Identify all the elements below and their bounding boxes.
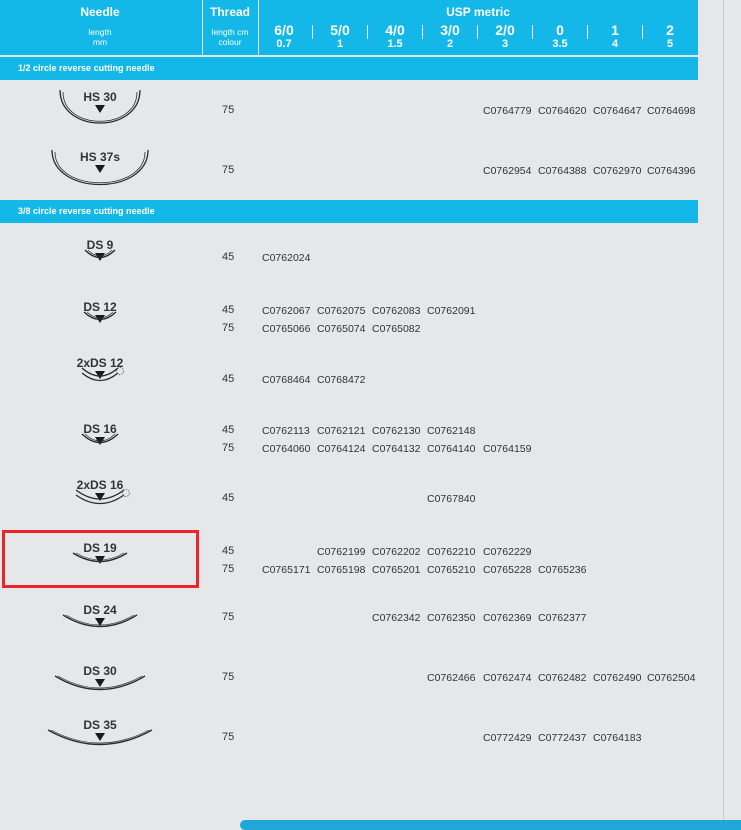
usp-column-header bbox=[367, 22, 423, 50]
header-thread bbox=[203, 0, 257, 55]
product-code: C0762466 bbox=[427, 672, 476, 684]
needle-name: 2xDS 16 bbox=[76, 478, 124, 492]
product-code: C0762083 bbox=[372, 305, 421, 317]
product-code: C0764698 bbox=[647, 105, 696, 117]
thread-length: 45 bbox=[222, 251, 235, 263]
table-header bbox=[0, 0, 698, 55]
thread-length: 45 bbox=[222, 424, 235, 436]
product-code: C0768464 bbox=[262, 374, 311, 386]
needle-icon bbox=[57, 613, 143, 641]
product-code: C0762490 bbox=[593, 672, 642, 684]
needle-name: DS 9 bbox=[86, 238, 114, 252]
metric-size: 0.7 bbox=[276, 38, 292, 50]
product-code: C0765198 bbox=[317, 564, 366, 576]
product-code: C0765236 bbox=[538, 564, 587, 576]
product-code: C0772437 bbox=[538, 732, 587, 744]
needle-icon bbox=[46, 148, 154, 198]
thread-length: 45 bbox=[222, 545, 235, 557]
metric-size: 1 bbox=[336, 38, 344, 50]
usp-divider bbox=[477, 25, 478, 39]
thread-length: 75 bbox=[222, 322, 235, 334]
header-thread-title: Thread bbox=[209, 5, 250, 19]
needle-icon bbox=[54, 88, 146, 136]
header-needle bbox=[0, 0, 200, 55]
product-code: C0762369 bbox=[483, 612, 532, 624]
product-code: C0764388 bbox=[538, 165, 587, 177]
thread-length: 45 bbox=[222, 373, 235, 385]
thread-length: 45 bbox=[222, 304, 235, 316]
usp-divider bbox=[532, 25, 533, 39]
product-code: C0764060 bbox=[262, 443, 311, 455]
needle-icon bbox=[42, 728, 158, 762]
metric-size: 2 bbox=[446, 38, 454, 50]
usp-divider bbox=[587, 25, 588, 39]
product-code: C0765210 bbox=[427, 564, 476, 576]
product-code: C0762075 bbox=[317, 305, 366, 317]
usp-column-header bbox=[256, 22, 312, 50]
product-code: C0762210 bbox=[427, 546, 476, 558]
usp-column-header bbox=[587, 22, 643, 50]
usp-column-header bbox=[312, 22, 368, 50]
needle-name: DS 35 bbox=[83, 718, 117, 732]
usp-divider bbox=[367, 25, 368, 39]
highlight-box bbox=[2, 530, 199, 588]
header-needle-sub-line-2: mm bbox=[92, 37, 108, 47]
product-code: C0764396 bbox=[647, 165, 696, 177]
product-code: C0762091 bbox=[427, 305, 476, 317]
product-code: C0764132 bbox=[372, 443, 421, 455]
product-code: C0764779 bbox=[483, 105, 532, 117]
thread-length: 75 bbox=[222, 563, 235, 575]
product-code: C0762121 bbox=[317, 425, 366, 437]
thread-length: 75 bbox=[222, 611, 235, 623]
needle-icon bbox=[78, 310, 122, 330]
usp-size: 1 bbox=[611, 22, 619, 38]
product-code: C0762377 bbox=[538, 612, 587, 624]
product-code: C0762954 bbox=[483, 165, 532, 177]
product-code: C0764124 bbox=[317, 443, 366, 455]
usp-size: 4/0 bbox=[385, 22, 405, 38]
product-code: C0762113 bbox=[262, 425, 310, 437]
usp-column-header bbox=[477, 22, 533, 50]
product-code: C0765082 bbox=[372, 323, 421, 335]
usp-size: 5/0 bbox=[330, 22, 350, 38]
usp-size: 2 bbox=[666, 22, 674, 38]
product-code: C0764140 bbox=[427, 443, 476, 455]
usp-size: 6/0 bbox=[274, 22, 294, 38]
section-header bbox=[0, 200, 698, 223]
usp-size: 2/0 bbox=[495, 22, 515, 38]
needle-name: DS 12 bbox=[83, 300, 117, 314]
page-edge-line bbox=[723, 0, 724, 830]
needle-name: HS 37s bbox=[79, 150, 121, 164]
usp-column-header bbox=[532, 22, 588, 50]
needle-icon bbox=[79, 248, 121, 268]
needle-name: HS 30 bbox=[83, 90, 117, 104]
product-code: C0762482 bbox=[538, 672, 587, 684]
thread-length: 75 bbox=[222, 104, 235, 116]
metric-size: 3.5 bbox=[552, 38, 568, 50]
product-code: C0762130 bbox=[372, 425, 421, 437]
product-code: C0762342 bbox=[372, 612, 421, 624]
header-needle-title: Needle bbox=[80, 5, 120, 19]
section-title: 3/8 circle reverse cutting needle bbox=[18, 206, 155, 216]
needle-name: DS 16 bbox=[83, 422, 117, 436]
needle-name: DS 19 bbox=[83, 541, 117, 555]
product-code: C0762229 bbox=[483, 546, 532, 558]
usp-column-header bbox=[422, 22, 478, 50]
metric-size: 5 bbox=[666, 38, 674, 50]
needle-icon bbox=[70, 488, 130, 512]
product-code: C0762970 bbox=[593, 165, 642, 177]
header-needle-sub-line-1: length bbox=[88, 27, 112, 37]
product-code: C0762024 bbox=[262, 252, 311, 264]
metric-size: 3 bbox=[501, 38, 509, 50]
usp-divider bbox=[312, 25, 313, 39]
header-needle-sub bbox=[0, 27, 200, 47]
product-code: C0765228 bbox=[483, 564, 532, 576]
needle-icon bbox=[49, 674, 151, 706]
needle-name: DS 24 bbox=[83, 603, 117, 617]
product-code: C0764159 bbox=[483, 443, 532, 455]
thread-length: 75 bbox=[222, 671, 235, 683]
usp-divider bbox=[422, 25, 423, 39]
needle-icon bbox=[76, 366, 124, 388]
product-code: C0764647 bbox=[593, 105, 642, 117]
product-code: C0768472 bbox=[317, 374, 366, 386]
product-code: C0764183 bbox=[593, 732, 642, 744]
product-code: C0762148 bbox=[427, 425, 476, 437]
product-code: C0762504 bbox=[647, 672, 696, 684]
thread-length: 45 bbox=[222, 492, 235, 504]
product-code: C0767840 bbox=[427, 493, 476, 505]
product-code: C0762474 bbox=[483, 672, 532, 684]
thread-length: 75 bbox=[222, 731, 235, 743]
product-code: C0762350 bbox=[427, 612, 476, 624]
thread-length: 75 bbox=[222, 442, 235, 454]
section-header bbox=[0, 57, 698, 80]
thread-length: 75 bbox=[222, 164, 235, 176]
header-thread-sub-line-1: length cm bbox=[211, 27, 249, 37]
product-code: C0764620 bbox=[538, 105, 587, 117]
metric-size: 1.5 bbox=[387, 38, 403, 50]
product-code: C0762199 bbox=[317, 546, 366, 558]
product-code: C0765066 bbox=[262, 323, 311, 335]
product-code: C0765074 bbox=[317, 323, 366, 335]
product-code: C0765171 bbox=[262, 564, 311, 576]
needle-name: DS 30 bbox=[83, 664, 117, 678]
header-thread-sub bbox=[203, 27, 257, 47]
usp-size: 3/0 bbox=[440, 22, 460, 38]
section-title: 1/2 circle reverse cutting needle bbox=[18, 63, 155, 73]
product-code: C0765201 bbox=[372, 564, 421, 576]
bottom-decorative-bar bbox=[240, 820, 741, 830]
header-thread-sub-line-2: colour bbox=[218, 37, 242, 47]
product-code: C0762067 bbox=[262, 305, 311, 317]
product-code: C0772429 bbox=[483, 732, 532, 744]
needle-name: 2xDS 12 bbox=[76, 356, 124, 370]
usp-divider bbox=[642, 25, 643, 39]
metric-size: 4 bbox=[611, 38, 619, 50]
product-code: C0762202 bbox=[372, 546, 421, 558]
usp-size: 0 bbox=[556, 22, 564, 38]
header-usp-title: USP metric bbox=[446, 5, 510, 19]
usp-column-header bbox=[642, 22, 698, 50]
needle-icon bbox=[76, 432, 124, 454]
